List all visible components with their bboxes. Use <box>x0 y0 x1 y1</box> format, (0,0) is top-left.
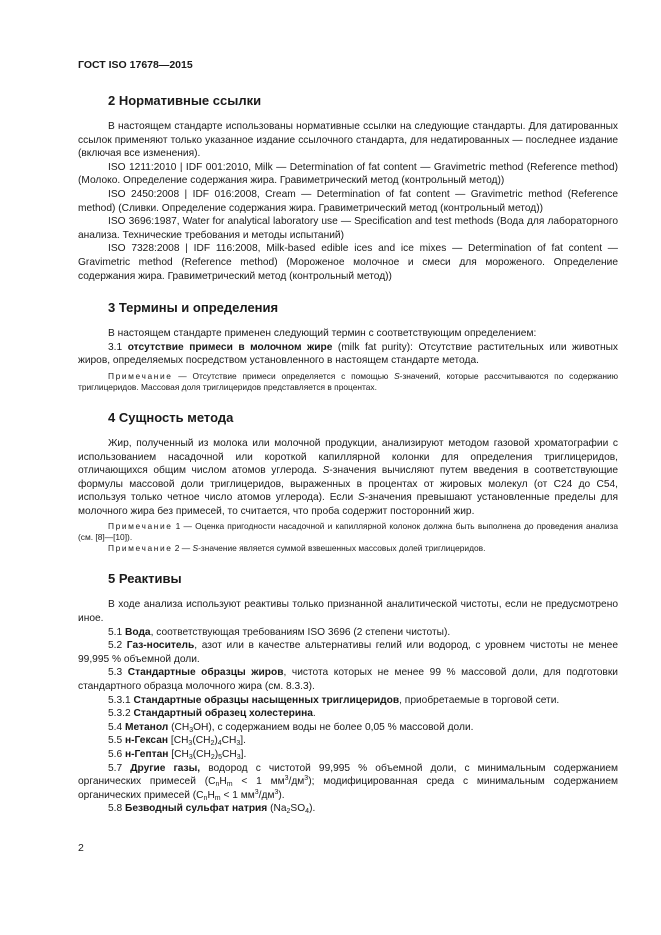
reagent-item: 5.4 Метанол $(CH_3OH)$, с содержанием воды не более 0,05 % массовой доли. <box>108 721 474 734</box>
section-terms <box>78 300 618 393</box>
term: отсутствие примеси в молочном жире <box>127 341 333 353</box>
page-number: 2 <box>78 842 84 854</box>
reagent-item: 5.3 Стандартные образцы жиров, чистота которых не менее 99 % массовой доли, для подготовки стандартного образца молочного жира (см. 8.3.3). <box>78 667 618 693</box>
reference-item: ISO 7328:2008 | IDF 116:2008, Milk-based edible ices and ice mixes — Determination of fat content — Gravimetric method (Reference method) (Мороженое молочное и смеси для мороженого. Определение содержания жира. Гравиметрический метод (контрольный метод)) <box>78 243 618 282</box>
section-heading: 5 Реактивы <box>108 571 182 587</box>
reagent-item: 5.7 Другие газы, водород с чистотой 99,995 % объемной доли, с минимальным содержанием органических примесей ($C_nH_m < 1$ $мм^3/дм^3$); модифицированная среда с минимальным содержанием органических примесей ($C_nH_m < 1$ $мм^3/дм^3$). <box>78 762 618 802</box>
paragraph: Жир, полученный из молока или молочной продукции, анализируют методом газовой хроматографии с использованием насадочной или короткой капиллярной колонки для определения триглицеридов, отличающихся общим числом атомов углерода. S-значения вычисляют путем введения в соответствующие формулы массовой доли триглицеридов, выраженных в процентах от жировых молекул (от С24 до С54, используя только четное число атомов углерода). Если S-значения превышают установленные пределы для молочного жира без примесей, то считается, что проба содержит посторонний жир. <box>78 437 618 517</box>
section-reagents <box>78 571 618 816</box>
reagent-item: 5.1 Вода, соответствующая требованиям ISO 3696 (2 степени чистоты). <box>108 626 451 638</box>
reference-item: ISO 3696:1987, Water for analytical laboratory use — Specification and test methods (Вода для лабораторного анализа. Технические требования и методы испытаний) <box>78 216 618 241</box>
reference-item: ISO 1211:2010 | IDF 001:2010, Milk — Determination of fat content — Gravimetric method (Reference method) (Молоко. Определение содержания жира. Гравиметрический метод (контрольный метод)) <box>78 161 618 187</box>
document-body <box>78 93 618 828</box>
document-header: ГОСТ ISO 17678—2015 <box>78 59 193 71</box>
reagent-item: 5.8 Безводный сульфат натрия $(Na_2SO_4)$. <box>108 803 316 816</box>
section-heading: 2 Нормативные ссылки <box>108 93 262 108</box>
reagent-item: 5.5 н-Гексан $[CH_3(CH_2)_4CH_3]$. <box>108 735 246 748</box>
reagent-item: 5.3.1 Стандартные образцы насыщенных триглицеридов, приобретаемые в торговой сети. <box>108 694 560 706</box>
section-heading: 4 Сущность метода <box>108 409 234 425</box>
section-method <box>78 410 618 555</box>
note: Примечание 1 — Оценка пригодности насадочной и капиллярной колонок должна быть выполнена до проведения анализа (см. [8]—[10]). <box>78 521 618 543</box>
reagent-item: 5.3.2 Стандартный образец холестерина. <box>108 708 316 720</box>
reagent-item: 5.2 Газ-носитель, азот или в качестве альтернативы гелий или водород, с уровнем чистоты не менее 99,995 % объемной доли. <box>78 640 618 665</box>
reference-item: ISO 2450:2008 | IDF 016:2008, Cream — Determination of fat content — Gravimetric method (Reference method) (Сливки. Определение содержания жира. Гравиметрический метод (контрольный метод)) <box>78 188 618 214</box>
paragraph: В ходе анализа используют реактивы только признанной аналитической чистоты, если не предусмотрено иное. <box>78 599 618 625</box>
reagent-item: 5.6 н-Гептан $[CH_3(CH_2)_5CH_3]$. <box>108 749 247 761</box>
note: Примечание 2 — S-значение является суммой взвешенных массовых долей триглицеридов. <box>108 543 486 554</box>
paragraph: В настоящем стандарте применен следующий термин с соответствующим определением: <box>108 328 537 340</box>
section-normative-references <box>78 93 618 283</box>
paragraph: В настоящем стандарте использованы нормативные ссылки на следующие стандарты. Для датированных ссылок применяют только указанное издание ссылочного стандарта, для недатированных — последнее издание (включая все изменения). <box>78 121 618 160</box>
note: Примечание — Отсутствие примеси определяется с помощью S-значений, которые рассчитываются по содержанию триглицеридов. Массовая доля триглицеридов представляется в процентах. <box>78 370 618 392</box>
section-heading: 3 Термины и определения <box>108 300 279 316</box>
term-definition: 3.1 отсутствие примеси в молочном жире (milk fat purity): Отсутствие растительных или животных жиров, определяемых посредством установленного в настоящем стандарте метода. <box>78 341 618 367</box>
